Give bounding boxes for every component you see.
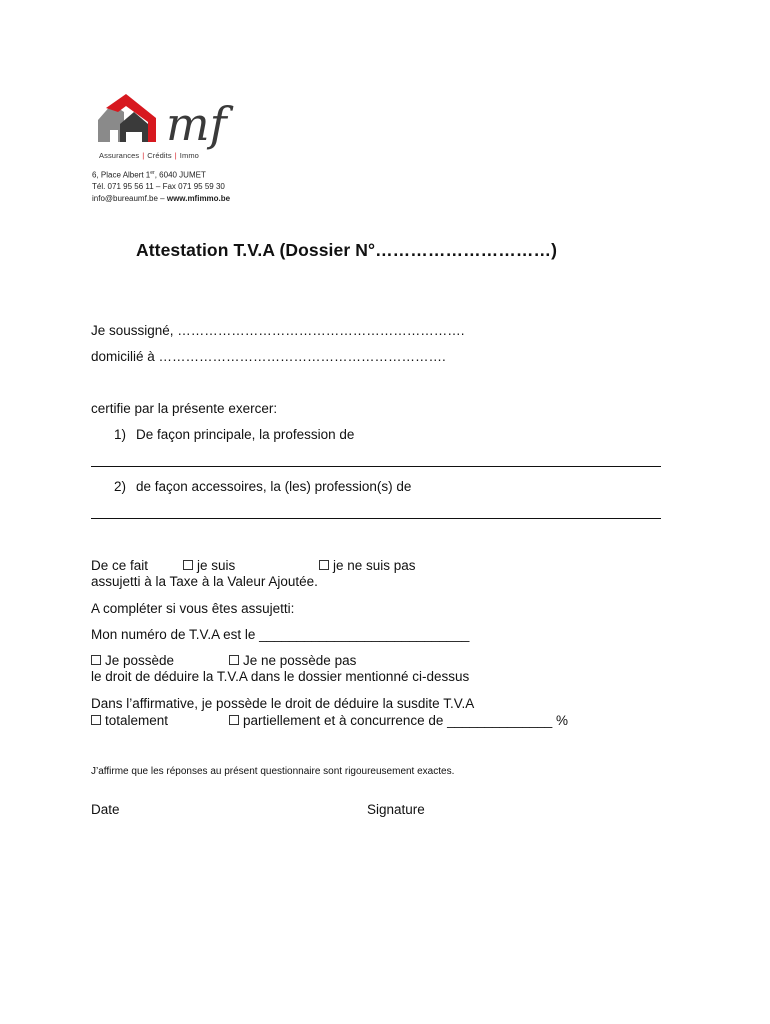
- completer-text: A compléter si vous êtes assujetti:: [91, 601, 295, 616]
- de-ce-fait-text: De ce fait: [91, 558, 149, 573]
- address-sup: er: [150, 170, 155, 176]
- totalement-label: totalement: [105, 713, 169, 728]
- affirmative-line: Dans l’affirmative, je possède le droit de déduire la susdite T.V.A: [91, 696, 475, 711]
- contact-line: [92, 194, 230, 203]
- checkbox-totalement[interactable]: [91, 715, 101, 725]
- tagline-immo: Immo: [179, 151, 199, 160]
- item-2: [114, 479, 411, 494]
- je-ne-possede-pas-option[interactable]: [229, 653, 356, 668]
- address-line: [92, 170, 206, 180]
- checkbox-je-ne-suis-pas[interactable]: [319, 560, 329, 570]
- je-suis-label: je suis: [197, 558, 236, 573]
- je-possede-label: Je possède: [105, 653, 175, 668]
- tva-number-field: Mon numéro de T.V.A est le ____________________________: [91, 627, 470, 642]
- je-ne-suis-pas-option[interactable]: [319, 558, 416, 573]
- page-title: Attestation T.V.A (Dossier N°…………………………): [136, 240, 557, 260]
- signature-label: Signature: [367, 802, 425, 817]
- email-text: info@bureaumf.be –: [92, 194, 167, 203]
- checkbox-je-suis[interactable]: [183, 560, 193, 570]
- date-label: Date: [91, 802, 120, 817]
- item-label: De façon principale, la profession de: [136, 427, 355, 442]
- logo-tagline: [99, 151, 199, 160]
- tagline-credits: Crédits: [147, 151, 172, 160]
- partiellement-option[interactable]: [229, 713, 568, 728]
- item-1: [114, 427, 354, 442]
- domicilie-field: domicilié à ……………………………………………………….: [91, 349, 446, 364]
- logo-brand: mf: [166, 97, 227, 151]
- profession-line-1: [91, 466, 661, 467]
- je-possede-option[interactable]: [91, 653, 174, 668]
- address-city: , 6040 JUMET: [154, 170, 206, 180]
- item-number: 2): [114, 479, 127, 494]
- assujetti-line2: assujetti à la Taxe à la Valeur Ajoutée.: [91, 574, 318, 589]
- address-street: 6, Place Albert 1: [92, 170, 151, 180]
- checkbox-je-ne-possede-pas[interactable]: [229, 655, 239, 665]
- item-label: de façon accessoires, la (les) profession(s) de: [136, 479, 412, 494]
- tagline-separator: |: [174, 151, 177, 160]
- tagline-separator: |: [142, 151, 145, 160]
- item-number: 1): [114, 427, 127, 442]
- je-ne-suis-pas-label: je ne suis pas: [333, 558, 416, 573]
- je-suis-option[interactable]: [183, 558, 235, 573]
- checkbox-partiellement[interactable]: [229, 715, 239, 725]
- checkbox-je-possede[interactable]: [91, 655, 101, 665]
- je-ne-possede-pas-label: Je ne possède pas: [243, 653, 357, 668]
- partiellement-label: partiellement et à concurrence de ______________ %: [243, 713, 568, 728]
- certifie-text: certifie par la présente exercer:: [91, 401, 278, 416]
- profession-line-2: [91, 518, 661, 519]
- soussigne-field: Je soussigné, ……………………………………………………….: [91, 323, 465, 338]
- affirme-statement: J’affirme que les réponses au présent questionnaire sont rigoureusement exactes.: [91, 766, 455, 777]
- deduire-line2: le droit de déduire la T.V.A dans le dossier mentionné ci-dessus: [91, 669, 470, 684]
- website-text: www.mfimmo.be: [166, 194, 231, 203]
- phone-line: Tél. 071 95 56 11 – Fax 071 95 59 30: [92, 182, 225, 191]
- tagline-assurances: Assurances: [99, 151, 140, 160]
- totalement-option[interactable]: [91, 713, 168, 728]
